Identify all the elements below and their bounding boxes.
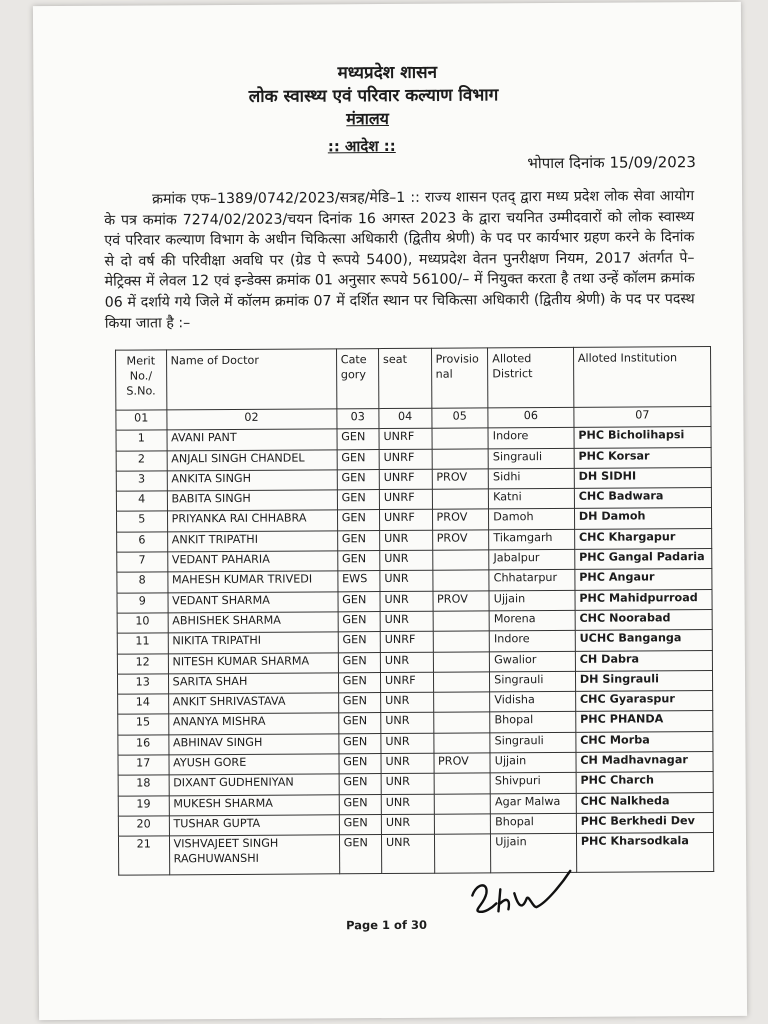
- cell-doctor-name: AYUSH GORE: [169, 754, 339, 775]
- cell-merit-no: 5: [116, 511, 167, 532]
- header-category: Cate gory: [336, 349, 379, 409]
- cell-doctor-name: AVANI PANT: [167, 429, 337, 450]
- cell-doctor-name: ANKIT TRIPATHI: [167, 531, 337, 552]
- cell-district: Indore: [489, 631, 575, 652]
- cell-merit-no: 21: [118, 836, 169, 875]
- column-number: 03: [337, 409, 379, 430]
- cell-district: Ujjain: [491, 834, 577, 874]
- cell-doctor-name: PRIYANKA RAI CHHABRA: [167, 510, 337, 531]
- cell-seat: UNR: [381, 733, 434, 754]
- cell-seat: UNR: [380, 550, 433, 571]
- cell-institution: PHC Gangal Padaria: [575, 549, 712, 570]
- cell-category: GEN: [338, 591, 380, 612]
- header-seat: seat: [378, 348, 431, 408]
- cell-doctor-name: BABITA SINGH: [167, 490, 337, 511]
- column-number: 06: [488, 407, 574, 428]
- department-name: लोक स्वास्थ्य एवं परिवार कल्याण विभाग: [248, 85, 499, 107]
- cell-doctor-name: ANJALI SINGH CHANDEL: [167, 449, 337, 470]
- cell-category: GEN: [339, 794, 381, 815]
- cell-provisional: [433, 733, 490, 754]
- cell-provisional: [431, 428, 488, 449]
- cell-seat: UNR: [380, 571, 433, 592]
- cell-institution: PHC Bicholihapsi: [574, 427, 711, 448]
- cell-doctor-name: SARITA SHAH: [168, 673, 338, 694]
- header-merit-no: Merit No./ S.No.: [116, 350, 167, 410]
- cell-category: GEN: [337, 490, 379, 511]
- government-name: मध्यप्रदेश शासन: [337, 62, 438, 84]
- cell-seat: UNR: [381, 774, 434, 795]
- cell-doctor-name: TUSHAR GUPTA: [169, 815, 339, 836]
- cell-institution: CHC Nalkheda: [576, 792, 713, 813]
- cell-district: Morena: [489, 610, 575, 631]
- cell-provisional: [433, 712, 490, 733]
- cell-seat: UNRF: [379, 429, 432, 450]
- cell-seat: UNR: [381, 814, 434, 835]
- appointment-table: [115, 346, 714, 876]
- cell-category: GEN: [337, 449, 379, 470]
- cell-institution: CHC Gyaraspur: [575, 691, 712, 712]
- cell-merit-no: 17: [118, 755, 169, 776]
- cell-institution: PHC Angaur: [575, 569, 712, 590]
- cell-district: Sidhi: [488, 468, 574, 489]
- cell-institution: DH Damoh: [574, 508, 711, 529]
- cell-provisional: PROV: [432, 469, 489, 490]
- cell-provisional: PROV: [433, 753, 490, 774]
- cell-doctor-name: ABHINAV SINGH: [168, 734, 338, 755]
- cell-district: Jabalpur: [489, 549, 575, 570]
- cell-provisional: [433, 611, 490, 632]
- cell-seat: UNR: [380, 611, 433, 632]
- header-institution: Alloted Institution: [573, 347, 711, 408]
- cell-provisional: PROV: [432, 509, 489, 530]
- cell-category: GEN: [339, 774, 381, 795]
- cell-district: Shivpuri: [490, 773, 576, 794]
- cell-district: Bhopal: [490, 712, 576, 733]
- cell-provisional: [432, 570, 489, 591]
- cell-seat: UNR: [380, 591, 433, 612]
- cell-institution: PHC Korsar: [574, 447, 711, 468]
- cell-district: Tikamgarh: [489, 529, 575, 550]
- cell-category: GEN: [337, 469, 379, 490]
- cell-doctor-name: ANKITA SINGH: [167, 470, 337, 491]
- cell-institution: CH Madhavnagar: [576, 752, 713, 773]
- cell-merit-no: 8: [117, 572, 168, 593]
- cell-seat: UNR: [381, 753, 434, 774]
- cell-seat: UNRF: [379, 469, 432, 490]
- cell-institution: PHC PHANDA: [576, 711, 713, 732]
- cell-seat: UNR: [381, 834, 434, 873]
- cell-doctor-name: MUKESH SHARMA: [169, 794, 339, 815]
- header-provisional: Provisio nal: [431, 348, 488, 408]
- cell-provisional: [433, 631, 490, 652]
- cell-provisional: [432, 448, 489, 469]
- cell-merit-no: 4: [116, 491, 167, 512]
- page-number: Page 1 of 30: [346, 917, 427, 933]
- cell-merit-no: 7: [117, 552, 168, 573]
- cell-merit-no: 15: [118, 714, 169, 735]
- cell-category: GEN: [339, 733, 381, 754]
- cell-category: GEN: [337, 510, 379, 531]
- cell-institution: DH Singrauli: [575, 670, 712, 691]
- cell-category: GEN: [337, 551, 379, 572]
- cell-merit-no: 13: [117, 674, 168, 695]
- cell-merit-no: 20: [118, 816, 169, 837]
- cell-institution: CHC Noorabad: [575, 610, 712, 631]
- cell-merit-no: 10: [117, 613, 168, 634]
- cell-district: Gwalior: [490, 651, 576, 672]
- cell-district: Ujjain: [490, 752, 576, 773]
- cell-district: Ujjain: [489, 590, 575, 611]
- cell-merit-no: 16: [118, 735, 169, 756]
- table-header-row: [116, 347, 711, 411]
- cell-provisional: [433, 651, 490, 672]
- date-line: भोपाल दिनांक 15/09/2023: [527, 153, 696, 173]
- cell-district: Vidisha: [490, 692, 576, 713]
- cell-merit-no: 1: [116, 430, 167, 451]
- table-row: [118, 833, 713, 876]
- cell-institution: CHC Khargapur: [574, 528, 711, 549]
- cell-institution: CH Dabra: [575, 650, 712, 671]
- cell-seat: UNRF: [380, 672, 433, 693]
- cell-district: Katni: [489, 489, 575, 510]
- cell-doctor-name: ABHISHEK SHARMA: [168, 612, 338, 633]
- cell-category: GEN: [338, 672, 380, 693]
- cell-doctor-name: VEDANT PAHARIA: [167, 551, 337, 572]
- cell-merit-no: 11: [117, 633, 168, 654]
- cell-provisional: [434, 814, 491, 835]
- cell-merit-no: 14: [118, 694, 169, 715]
- cell-institution: CHC Morba: [576, 731, 713, 752]
- cell-district: Singrauli: [490, 732, 576, 753]
- cell-institution: PHC Kharsodkala: [576, 833, 713, 873]
- cell-category: GEN: [337, 429, 379, 450]
- cell-district: Singrauli: [488, 448, 574, 469]
- cell-merit-no: 9: [117, 593, 168, 614]
- cell-provisional: PROV: [432, 530, 489, 551]
- order-title: :: आदेश ::: [327, 136, 396, 156]
- cell-seat: UNRF: [379, 510, 432, 531]
- cell-provisional: [434, 794, 491, 815]
- cell-district: Chhatarpur: [489, 570, 575, 591]
- cell-seat: UNRF: [379, 449, 432, 470]
- cell-district: Singrauli: [490, 671, 576, 692]
- cell-district: Indore: [488, 428, 574, 449]
- cell-doctor-name: MAHESH KUMAR TRIVEDI: [167, 571, 337, 592]
- column-number: 01: [116, 410, 167, 431]
- cell-doctor-name: NITESH KUMAR SHARMA: [168, 652, 338, 673]
- cell-merit-no: 2: [116, 450, 167, 471]
- cell-institution: DH SIDHI: [574, 467, 711, 488]
- cell-institution: PHC Berkhedi Dev: [576, 812, 713, 833]
- cell-merit-no: 12: [117, 653, 168, 674]
- cell-category: GEN: [339, 835, 382, 874]
- cell-doctor-name: ANANYA MISHRA: [168, 713, 338, 734]
- cell-seat: UNRF: [380, 632, 433, 653]
- cell-doctor-name: NIKITA TRIPATHI: [168, 632, 338, 653]
- cell-provisional: PROV: [432, 591, 489, 612]
- cell-seat: UNR: [381, 794, 434, 815]
- cell-category: GEN: [338, 652, 380, 673]
- cell-district: Damoh: [489, 509, 575, 530]
- cell-district: Bhopal: [491, 813, 577, 834]
- cell-merit-no: 18: [118, 775, 169, 796]
- cell-seat: UNR: [380, 530, 433, 551]
- cell-category: GEN: [338, 693, 380, 714]
- document-page: [33, 2, 747, 1020]
- column-number: 07: [574, 407, 711, 428]
- cell-doctor-name: ANKIT SHRIVASTAVA: [168, 693, 338, 714]
- cell-seat: UNR: [380, 652, 433, 673]
- cell-category: EWS: [338, 571, 380, 592]
- column-number: 04: [379, 408, 432, 429]
- cell-provisional: [433, 692, 490, 713]
- header-doctor-name: Name of Doctor: [166, 349, 337, 410]
- cell-merit-no: 3: [116, 471, 167, 492]
- cell-district: Agar Malwa: [490, 793, 576, 814]
- column-number: 05: [431, 408, 488, 429]
- cell-institution: CHC Badwara: [574, 488, 711, 509]
- cell-category: GEN: [338, 632, 380, 653]
- cell-category: GEN: [338, 612, 380, 633]
- header-district: Alloted District: [488, 347, 574, 408]
- cell-category: GEN: [339, 814, 381, 835]
- cell-merit-no: 6: [117, 532, 168, 553]
- cell-institution: PHC Charch: [576, 772, 713, 793]
- cell-provisional: [434, 773, 491, 794]
- cell-institution: UCHC Banganga: [575, 630, 712, 651]
- cell-merit-no: 19: [118, 795, 169, 816]
- cell-category: GEN: [337, 530, 379, 551]
- cell-doctor-name: VEDANT SHARMA: [168, 591, 338, 612]
- cell-doctor-name: DIXANT GUDHENIYAN: [169, 774, 339, 795]
- cell-doctor-name: VISHVAJEET SINGH RAGHUWANSHI: [169, 835, 339, 875]
- cell-seat: UNR: [381, 692, 434, 713]
- column-number: 02: [166, 409, 336, 430]
- cell-provisional: [432, 489, 489, 510]
- order-paragraph: क्रमांक एफ–1389/0742/2023/सत्रह/मेडि–1 :: राज्य शासन एतद् द्वारा मध्य प्रदेश लोक सेवा आयोग के पत्र कमांक 7274/02/2023/चयन दिनांक 16 अगस्त 2023 के द्वारा चयनित उम्मीदवारों को लोक स्वास्थ्य एवं परिवार कल्याण विभाग के अधीन चिकित्सा अधिकारी (द्वितीय श्रेणी) के पद पर कार्यभार ग्रहण करने के दिनांक से दो वर्ष की परिवीक्षा अवधि पर (ग्रेड पे रूपये 5400), मध्यप्रदेश वेतन पुनरीक्षण नियम, 2017 अंतर्गत पे–मेट्रिक्स में लेवल 12 एवं इन्डेक्स क्रमांक 01 अनुसार रूपये 56100/– में नियुक्त करता है तथा उन्हें कॉलम क्रमांक 06 में दर्शाये गये जिले में कॉलम क्रमांक 07 में दर्शित स्थान पर चिकित्सा अधिकारी (द्वितीय श्रेणी) के पद पर पदस्थ किया जाता है :–: [104, 188, 695, 332]
- cell-seat: UNRF: [379, 489, 432, 510]
- cell-provisional: [432, 550, 489, 571]
- cell-institution: PHC Mahidpurroad: [575, 589, 712, 610]
- cell-provisional: [433, 672, 490, 693]
- cell-seat: UNR: [381, 713, 434, 734]
- cell-category: GEN: [339, 754, 381, 775]
- ministry-label: मंत्रालय: [346, 108, 390, 129]
- cell-category: GEN: [338, 713, 380, 734]
